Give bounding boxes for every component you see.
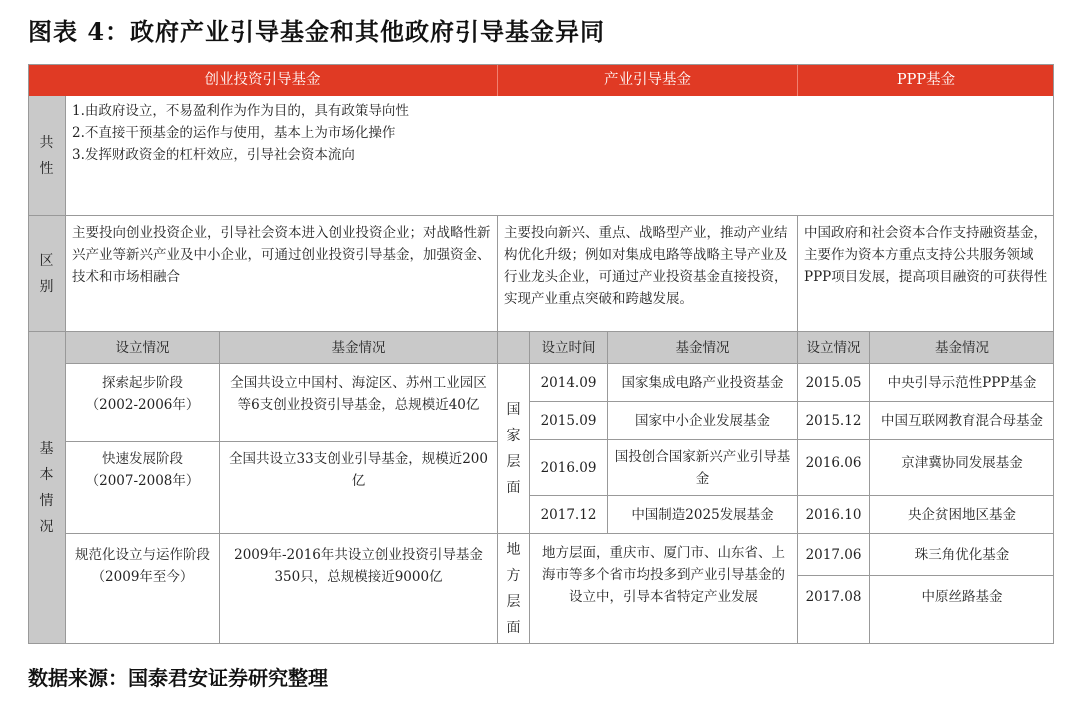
national-fund: 国投创合国家新兴产业引导基金 bbox=[608, 440, 798, 496]
page-title: 图表 4：政府产业引导基金和其他政府引导基金异同 bbox=[28, 17, 606, 46]
ppp-header-fund: 基金情况 bbox=[870, 332, 1054, 364]
ppp-date: 2015.05 bbox=[798, 364, 870, 402]
vc-info-2: 全国共设立33支创业引导基金，规模近200亿 bbox=[220, 442, 498, 534]
ppp-fund: 珠三角优化基金 bbox=[870, 534, 1054, 576]
national-fund: 国家中小企业发展基金 bbox=[608, 402, 798, 440]
ppp-date: 2016.06 bbox=[798, 440, 870, 496]
ppp-fund: 中原丝路基金 bbox=[921, 589, 1003, 605]
ppp-fund: 中国互联网教育混合母基金 bbox=[870, 402, 1054, 440]
vc-info-3: 2009年-2016年共设立创业投资引导基金350只，总规模接近9000亿 bbox=[220, 534, 498, 644]
ppp-header-setup: 设立情况 bbox=[798, 332, 870, 364]
diff-label: 区 别 bbox=[28, 216, 66, 332]
ppp-fund: 中央引导示范性PPP基金 bbox=[870, 364, 1054, 402]
data-source-note: 数据来源：国泰君安证券研究整理 bbox=[28, 666, 328, 690]
industry-header-fund: 基金情况 bbox=[608, 332, 798, 364]
header-vc-fund: 创业投资引导基金 bbox=[28, 64, 498, 96]
common-content bbox=[66, 96, 1054, 216]
common-item: 2.不直接干预基金的运作与使用，基本上为市场化操作 bbox=[72, 125, 396, 141]
industry-header-date: 设立时间 bbox=[530, 332, 608, 364]
ppp-date: 2015.12 bbox=[798, 402, 870, 440]
vc-header-fund: 基金情况 bbox=[220, 332, 498, 364]
header-industry-fund: 产业引导基金 bbox=[498, 64, 798, 96]
national-fund: 中国制造2025发展基金 bbox=[608, 496, 798, 534]
ppp-date: 2017.08 bbox=[798, 576, 870, 644]
industry-header-blank bbox=[498, 332, 530, 364]
national-fund: 国家集成电路产业投资基金 bbox=[608, 364, 798, 402]
diff-ppp: 中国政府和社会资本合作支持融资基金，主要作为资本方重点支持公共服务领域PPP项目发展，提高项目融资的可获得性 bbox=[798, 216, 1054, 332]
ppp-fund: 京津冀协同发展基金 bbox=[870, 440, 1054, 496]
vc-info-1: 全国共设立中国村、海淀区、苏州工业园区等6支创业投资引导基金，总规模近40亿 bbox=[220, 364, 498, 442]
common-item: 3.发挥财政资金的杠杆效应，引导社会资本流向 bbox=[72, 147, 355, 163]
comparison-table bbox=[28, 64, 1054, 644]
header-ppp-fund: PPP基金 bbox=[798, 64, 1054, 96]
vc-header-setup: 设立情况 bbox=[66, 332, 220, 364]
local-level-text: 地方层面，重庆市、厦门市、山东省、上海市等多个省市均投多到产业引导基金的设立中，引导本省特定产业发展 bbox=[530, 534, 798, 644]
national-date: 2015.09 bbox=[530, 402, 608, 440]
local-level-label: 地 方 层 面 bbox=[498, 534, 530, 644]
common-item: 1.由政府设立，不易盈利作为作为目的，具有政策导向性 bbox=[72, 103, 409, 119]
ppp-date: 2017.06 bbox=[798, 534, 870, 576]
diff-industry: 主要投向新兴、重点、战略型产业，推动产业结构优化升级；例如对集成电路等战略主导产业及行业龙头企业，可通过产业投资基金直接投资，实现产业重点突破和跨越发展。 bbox=[498, 216, 798, 332]
national-date: 2016.09 bbox=[530, 440, 608, 496]
ppp-date: 2016.10 bbox=[798, 496, 870, 534]
national-date: 2014.09 bbox=[530, 364, 608, 402]
national-date: 2017.12 bbox=[530, 496, 608, 534]
common-label: 共 性 bbox=[28, 96, 66, 216]
ppp-fund: 央企贫困地区基金 bbox=[870, 496, 1054, 534]
vc-stage-1: 探索起步阶段 （2002-2006年） bbox=[66, 364, 220, 442]
diff-vc: 主要投向创业投资企业，引导社会资本进入创业投资企业；对战略性新兴产业等新兴产业及中小企业，可通过创业投资引导基金，加强资金、技术和市场相融合 bbox=[66, 216, 498, 332]
vc-stage-2: 快速发展阶段 （2007-2008年） bbox=[66, 442, 220, 534]
vc-stage-3: 规范化设立与运作阶段 （2009年至今） bbox=[66, 534, 220, 644]
basic-label: 基 本 情 况 bbox=[28, 332, 66, 644]
national-level-label: 国 家 层 面 bbox=[498, 364, 530, 534]
